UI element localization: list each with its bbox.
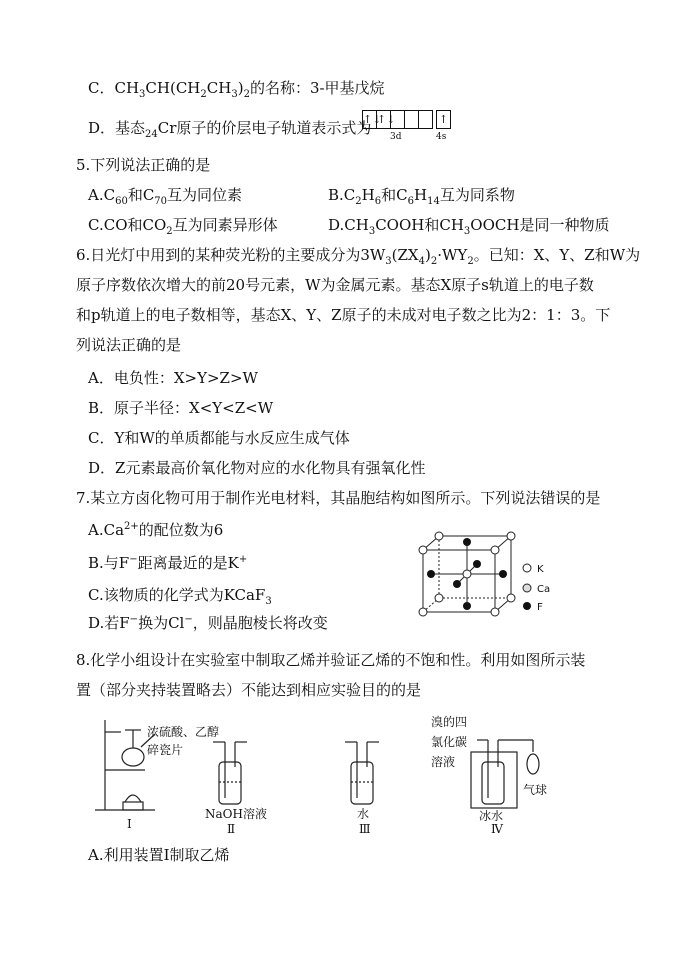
q5-option-a: $A.C_{60}$和$C_{70}$互为同位素 [88, 186, 243, 207]
orbital-3d-box: ↑↓ [362, 110, 377, 129]
q6-option-c: C．Y和W的单质都能与水反应生成气体 [88, 429, 350, 447]
q4-option-d: D．基态$_{24}$Cr原子的价层电子轨道表示式为 [88, 119, 372, 140]
label-balloon: 气球 [523, 783, 548, 797]
label-water: 水 [357, 807, 370, 821]
q5-option-c: C.CO和$CO_2$互为同素异形体 [88, 216, 278, 237]
q5-option-b: $B.C_2H_6$和$C_6H_{14}$互为同系物 [328, 186, 515, 207]
orbital-4s-box: ↑ [436, 110, 451, 129]
q7-option-b: B.与F−距离最近的是K+ [88, 554, 248, 572]
orbital-3d-label: 3d [390, 132, 402, 142]
label-bromine-3: 溶液 [431, 755, 456, 769]
orbital-3d-box [390, 110, 405, 129]
orbital-4s-label: 4s [436, 132, 447, 142]
q6-stem-line-3: 和p轨道上的电子数相等，基态X、Y、Z原子的未成对电子数之比为2：1：3。下 [76, 306, 611, 324]
orbital-3d-box [404, 110, 419, 129]
q5-option-d: $D.CH_3COOH$和$CH_3OOCH$是同一种物质 [328, 216, 610, 237]
q7-stem: 7.某立方卤化物可用于制作光电材料，其晶胞结构如图所示。下列说法错误的是 [76, 489, 601, 507]
label-reagent-2: 碎瓷片 [147, 743, 184, 757]
orbital-diagram [362, 110, 452, 146]
q6-stem-line-4: 列说法正确的是 [76, 336, 182, 354]
legend-ca: Ca [537, 584, 551, 595]
label-naoh: NaOH溶液 [205, 807, 267, 821]
label-bromine-2: 氯化碳 [431, 735, 468, 749]
q4-option-c: C．$CH_3CH(CH_2CH_3)_2$的名称：3-甲基戊烷 [88, 79, 385, 100]
q5-stem: 5.下列说法正确的是 [76, 156, 211, 174]
crystal-cell-figure [415, 530, 565, 620]
label-ice-water: 冰水 [479, 809, 504, 823]
q6-stem-line-2: 原子序数依次增大的前20号元素，W为金属元素。基态X原子s轨道上的电子数 [76, 276, 594, 294]
orbital-3d-box [418, 110, 433, 129]
q7-option-c: C.该物质的化学式为KCaF$_3$ [88, 586, 272, 607]
label-apparatus-iii: Ⅲ [359, 822, 371, 834]
legend-k: K [537, 564, 544, 575]
q8-option-a: A.利用装置Ⅰ制取乙烯 [88, 846, 230, 864]
q8-stem-line-1: 8.化学小组设计在实验室中制取乙烯并验证乙烯的不饱和性。利用如图所示装 [76, 651, 586, 669]
q6-option-d: D．Z元素最高价氧化物对应的水化物具有强氧化性 [88, 459, 426, 477]
q7-option-d: D.若F−换为Cl−，则晶胞棱长将改变 [88, 614, 328, 632]
q7-option-a: $A.Ca^{2+}$的配位数为6 [88, 521, 224, 539]
q6-stem-line-1: 6.日光灯中用到的某种荧光粉的主要成分为$3W_3(ZX_4)_2\cdot WY_2$。已知：X、Y、Z和W为 [76, 246, 641, 267]
orbital-3d-box: ↑↓ [376, 110, 391, 129]
label-bromine-1: 溴的四 [431, 715, 468, 729]
label-apparatus-i: I [127, 817, 132, 831]
label-reagent-1: 浓硫酸、乙醇 [147, 725, 220, 739]
q8-stem-line-2: 置（部分夹持装置略去）不能达到相应实验目的的是 [76, 681, 422, 699]
q6-option-b: B．原子半径：X<Y<Z<W [88, 399, 274, 417]
legend-f: F [537, 602, 543, 613]
label-apparatus-iv: Ⅳ [491, 822, 503, 834]
label-apparatus-ii: Ⅱ [227, 822, 236, 834]
apparatus-figure [95, 712, 615, 834]
q6-option-a: A．电负性：X>Y>Z>W [88, 369, 258, 387]
